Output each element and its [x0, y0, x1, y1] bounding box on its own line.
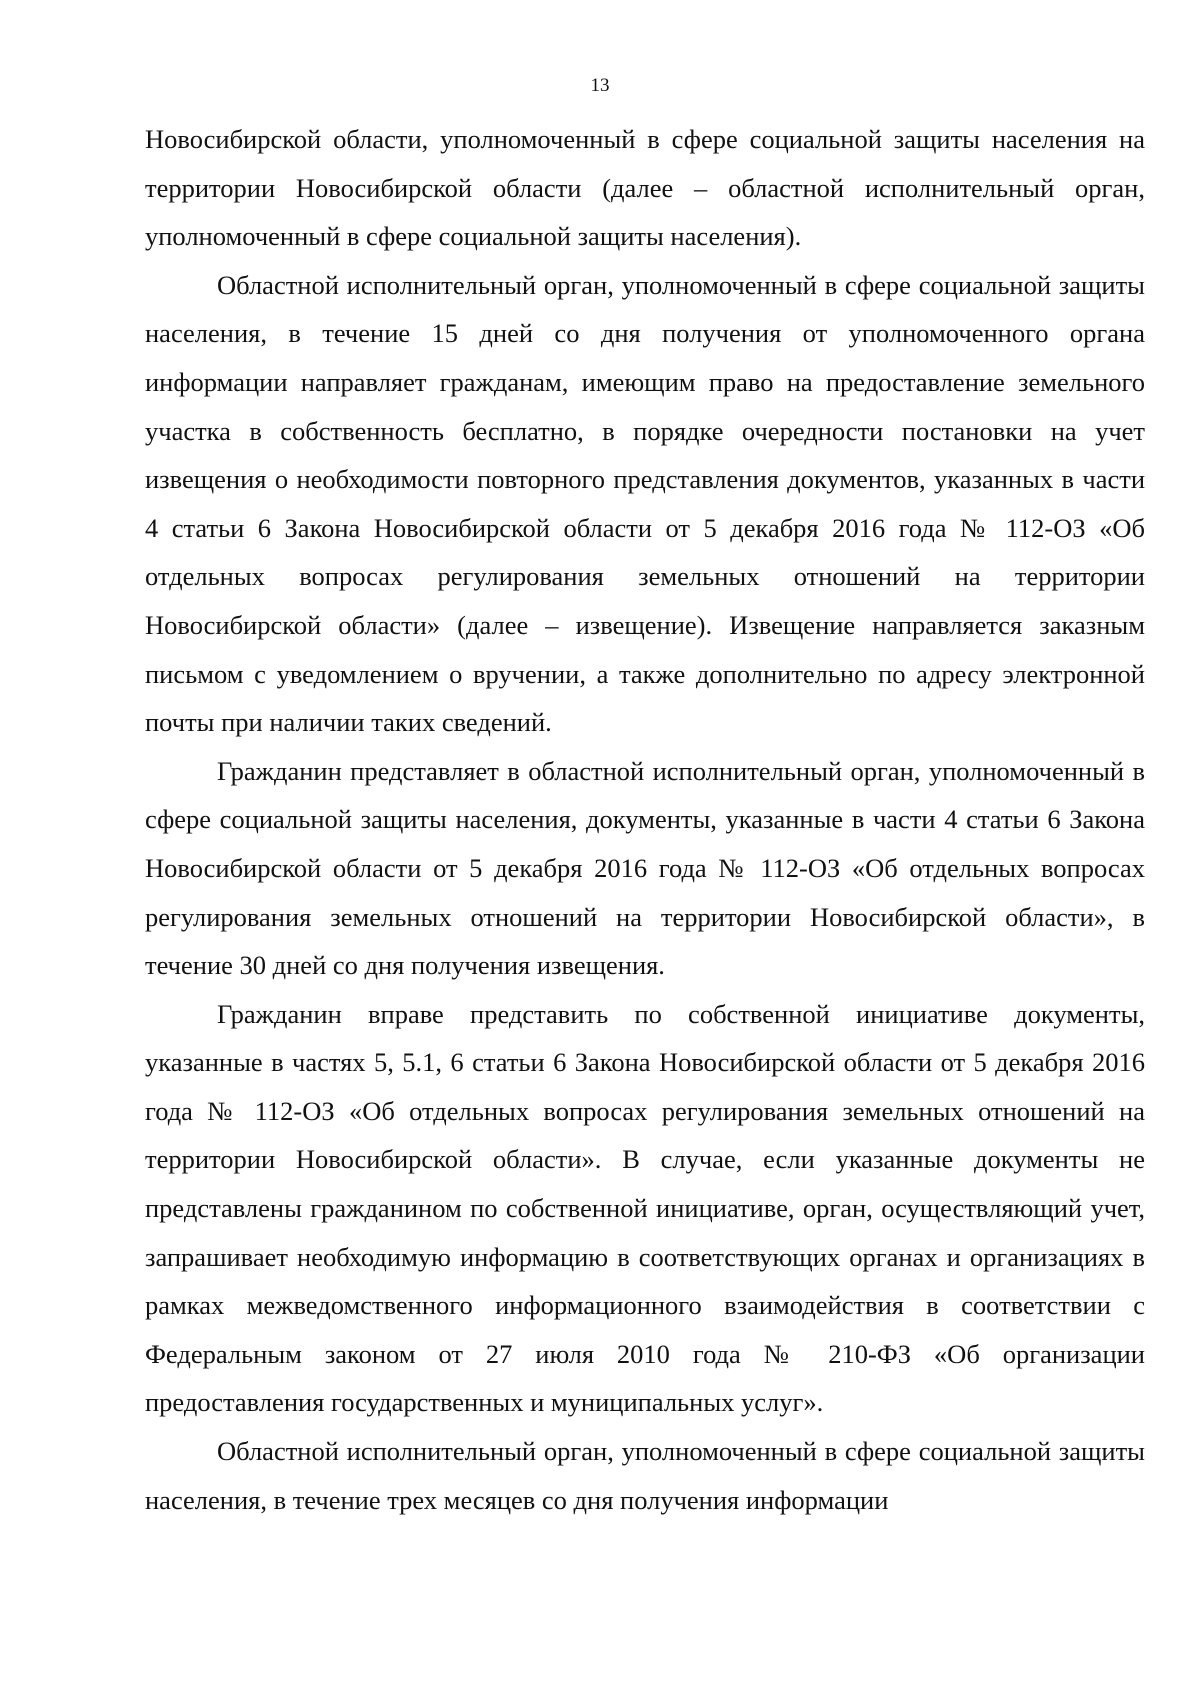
paragraph-citizen-submits: Гражданин представляет в областной исполнительный орган, уполномоченный в сфере социальной защиты населения, документы, указанные в части 4 статьи 6 Закона Новосибирской области от 5 декабря 2016 года № 112-ОЗ «Об отдельных вопросах регулирования земельных отношений на территории Новосибирской области», в течение 30 дней со дня получения извещения. — [145, 755, 1145, 981]
paragraph-continuation: Новосибирской области, уполномоченный в сфере социальной защиты населения на территории Новосибирской области (далее – областной исполнительный орган, уполномоченный в сфере социальной защиты населения). — [145, 124, 1145, 252]
paragraph-three-months: Областной исполнительный орган, уполномоченный в сфере социальной защиты населения, в течение трех месяцев со дня получения информации — [145, 1436, 1145, 1515]
paragraph-citizen-initiative: Гражданин вправе представить по собственной инициативе документы, указанные в частях 5, 5.1, 6 статьи 6 Закона Новосибирской области от 5 декабря 2016 года № 112-ОЗ «Об отдельных вопросах регулирования земельных отношений на территории Новосибирской области». В случае, если указанные документы не представлены гражданином по собственной инициативе, орган, осуществляющий учет, запрашивает необходимую информацию в соответствующих органах и организациях в рамках межведомственного информационного взаимодействия в соответствии с Федеральным законом от 27 июля 2010 года № 210-ФЗ «Об организации предоставления государственных и муниципальных услуг». — [145, 998, 1145, 1418]
page-number: 13 — [590, 75, 610, 96]
document-body — [145, 115, 1145, 1524]
paragraph-notification: Областной исполнительный орган, уполномоченный в сфере социальной защиты населения, в течение 15 дней со дня получения от уполномоченного органа информации направляет гражданам, имеющим право на предоставление земельного участка в собственность бесплатно, в порядке очередности постановки на учет извещения о необходимости повторного представления документов, указанных в части 4 статьи 6 Закона Новосибирской области от 5 декабря 2016 года № 112-ОЗ «Об отдельных вопросах регулирования земельных отношений на территории Новосибирской области» (далее – извещение). Извещение направляется заказным письмом с уведомлением о вручении, а также дополнительно по адресу электронной почты при наличии таких сведений. — [145, 269, 1145, 738]
